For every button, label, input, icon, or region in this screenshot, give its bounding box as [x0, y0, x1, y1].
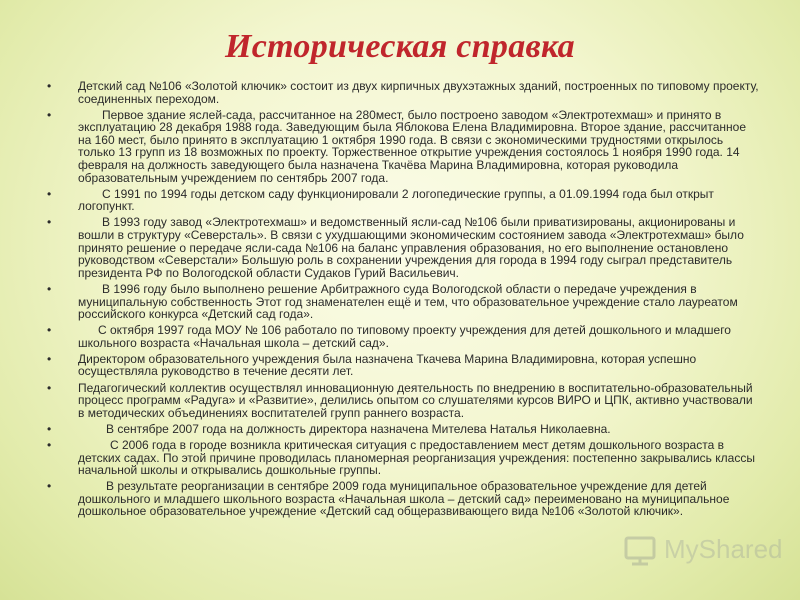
list-item [38, 439, 760, 477]
bullet-icon: • [47, 380, 52, 395]
watermark-text: MyShared [664, 534, 783, 564]
bullet-icon: • [47, 79, 52, 93]
list-item [38, 283, 760, 321]
paragraph-text: В результате реорганизации в сентябре 2009 года муниципальное образовательное учреждение для детей дошкольного и младшего школьного возраста «Начальная школа – детский сад» переименовано на муниципальное дошкольное образовательное учреждение «Детский сад общеразвивающего вида №106 «Золотой ключик». [78, 479, 730, 519]
list-item [38, 324, 760, 349]
bullet-icon: • [47, 351, 52, 366]
paragraph-text: В сентябре 2007 года на должность директора назначена Мителева Наталья Николаевна. [106, 421, 611, 436]
watermark-logo-icon [622, 530, 660, 566]
bullet-icon: • [47, 323, 52, 338]
paragraph-text: В 1996 году было выполнено решение Арбитражного суда Вологодской области о передаче учреждения в муниципальную собственность Этот год знаменателен ещё и тем, что образовательное учреждение стало лауреатом российского конкурса «Детский сад года». [78, 281, 738, 322]
list-item [38, 109, 760, 185]
paragraph-text: С 1991 по 1994 годы детском саду функционировали 2 логопедические группы, а 01.09.1994 года был открыт логопункт. [78, 186, 714, 214]
list-item [38, 80, 760, 105]
bullet-icon: • [47, 421, 52, 436]
paragraph-text: Детский сад №106 «Золотой ключик» состоит из двух кирпичных двухэтажных зданий, построенных по типовому проекту, соединенных переходом. [78, 79, 759, 106]
paragraph-text: Директором образовательного учреждения была назначена Ткачева Марина Владимировна, которая успешно осуществляла руководство в течение десяти лет. [78, 351, 697, 379]
paragraph-text: Первое здание яслей-сада, рассчитанное на 280мест, было построено заводом «Электротехмаш» и принято в эксплуатацию 28 декабря 1988 года. Заведующим была Яблокова Елена Владимировна. Второе здание, рассчитанное на 160 мест, было принято в эксплуатацию 1 октября 1990 года. В связи с экономическими трудностями открылось только 13 групп из 18 возможных по проекту. Торжественное открытие учреждения состоялось 1 ноября 1990 года. 14 февраля на должность заведующего была назначена Ткачёва Марина Владимировна, которая руководила образовательным учреждением по сентябрь 2007 года. [78, 107, 747, 185]
list-item [38, 188, 760, 213]
paragraph-text: Педагогический коллектив осуществлял инновационную деятельность по внедрению в воспитательно-образовательный процесс программ «Радуга» и «Развитие», делились опытом со слушателями курсов ВИРО и ЦПК, активно участвовали в методических объединениях воспитателей групп раннего возраста. [78, 380, 753, 420]
list-item [38, 423, 760, 436]
paragraph-text: С 2006 года в городе возникла критическая ситуация с предоставлением мест детям дошкольного возраста в детских садах. По этой причине проводилась планомерная реорганизация учреждения: постепенно закрывались классы начальной школы и открывались дошкольные группы. [78, 437, 755, 478]
bullet-icon: • [47, 437, 52, 452]
list-item [38, 382, 760, 420]
bullet-icon: • [47, 186, 52, 201]
bullet-icon: • [47, 281, 52, 296]
paragraph-text: С октября 1997 года МОУ № 106 работало по типовому проекту учреждения для детей дошкольного и младшего школьного возраста «Начальная школа – детский сад». [78, 323, 731, 350]
history-list [38, 80, 760, 522]
bullet-icon: • [47, 107, 52, 122]
list-item [38, 216, 760, 279]
bullet-icon: • [47, 479, 52, 494]
list-item [38, 480, 760, 518]
list-item [38, 353, 760, 378]
page-title: Историческая справка [224, 28, 575, 65]
watermark [622, 530, 783, 570]
bullet-icon: • [47, 215, 52, 230]
paragraph-text: В 1993 году завод «Электротехмаш» и ведомственный ясли-сад №106 были приватизированы, акционированы и вошли в структуру «Северсталь». В связи с ухудшающими экономическим состоянием завода «Электротехмаш» было принято решение о передаче ясли-сада №106 на баланс управления образования, но его выполнение остановлено руководством «Северстали» Большую роль в сохранении учреждения для города в 1994 году сыграл представитель президента РФ по Вологодской области Судаков Гурий Васильевич. [78, 215, 744, 280]
